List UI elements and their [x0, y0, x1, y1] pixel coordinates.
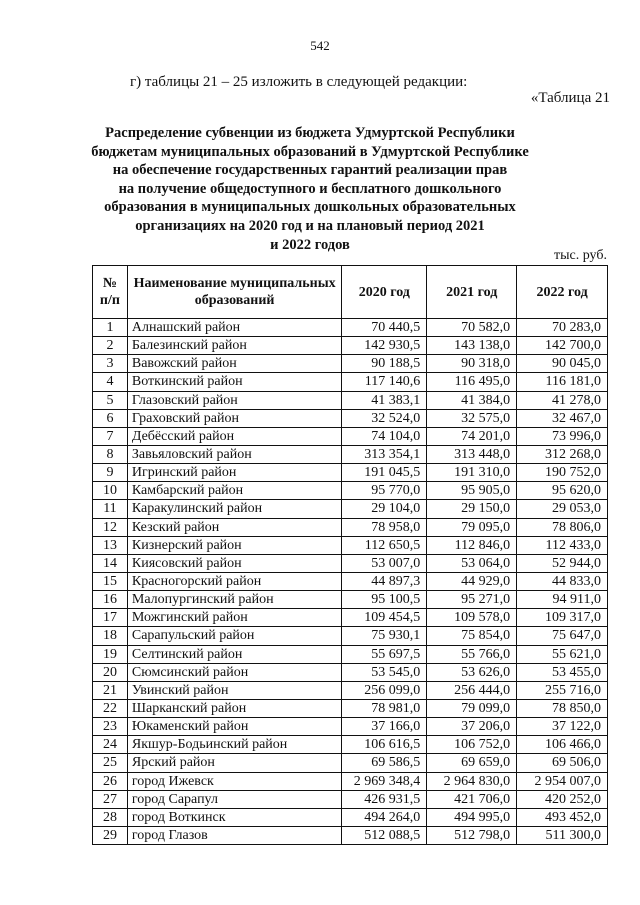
value-2020: 53 545,0: [342, 663, 427, 681]
value-2020: 90 188,5: [342, 355, 427, 373]
row-number: 27: [93, 790, 128, 808]
municipality-name: Шарканский район: [127, 699, 341, 717]
municipality-name: Дебёсский район: [127, 427, 341, 445]
municipality-name: Игринский район: [127, 464, 341, 482]
row-number: 5: [93, 391, 128, 409]
value-2022: 37 122,0: [517, 718, 608, 736]
header-2021: 2021 год: [427, 266, 517, 319]
value-2022: 52 944,0: [517, 554, 608, 572]
value-2021: 79 099,0: [427, 699, 517, 717]
municipality-name: Красногорский район: [127, 572, 341, 590]
value-2021: 53 064,0: [427, 554, 517, 572]
value-2020: 70 440,5: [342, 319, 427, 337]
value-2022: 69 506,0: [517, 754, 608, 772]
title-line: организациях на 2020 год и на плановый период 2021: [135, 217, 485, 234]
table-row: [93, 591, 608, 609]
value-2020: 426 931,5: [342, 790, 427, 808]
municipality-name: Сюмсинский район: [127, 663, 341, 681]
municipality-name: Кизнерский район: [127, 536, 341, 554]
table-row: [93, 645, 608, 663]
row-number: 16: [93, 591, 128, 609]
row-number: 10: [93, 482, 128, 500]
value-2020: 494 264,0: [342, 808, 427, 826]
row-number: 26: [93, 772, 128, 790]
municipality-name: Глазовский район: [127, 391, 341, 409]
row-number: 6: [93, 409, 128, 427]
table-row: [93, 754, 608, 772]
table-row: [93, 663, 608, 681]
value-2020: 78 958,0: [342, 518, 427, 536]
table-row: [93, 699, 608, 717]
table-row: [93, 391, 608, 409]
table-row: [93, 681, 608, 699]
value-2022: 109 317,0: [517, 609, 608, 627]
value-2020: 313 354,1: [342, 445, 427, 463]
intro-text: г) таблицы 21 – 25 изложить в следующей редакции:: [130, 74, 468, 90]
title-line: Распределение субвенции из бюджета Удмуртской Республики: [105, 125, 515, 141]
row-number: 2: [93, 337, 128, 355]
title-line: на обеспечение государственных гарантий реализации прав: [112, 162, 508, 179]
value-2021: 95 271,0: [427, 591, 517, 609]
value-2020: 78 981,0: [342, 699, 427, 717]
table-row: [93, 500, 608, 518]
value-2020: 74 104,0: [342, 427, 427, 445]
value-2020: 37 166,0: [342, 718, 427, 736]
value-2022: 190 752,0: [517, 464, 608, 482]
table-row: [93, 772, 608, 790]
row-number: 22: [93, 699, 128, 717]
value-2020: 32 524,0: [342, 409, 427, 427]
document-title: [90, 124, 530, 254]
value-2021: 494 995,0: [427, 808, 517, 826]
value-2022: 255 716,0: [517, 681, 608, 699]
municipality-name: Кезский район: [127, 518, 341, 536]
header-2022: 2022 год: [517, 266, 608, 319]
row-number: 19: [93, 645, 128, 663]
table-row: [93, 826, 608, 844]
row-number: 15: [93, 572, 128, 590]
table-row: [93, 627, 608, 645]
value-2022: 73 996,0: [517, 427, 608, 445]
municipality-name: Балезинский район: [127, 337, 341, 355]
value-2021: 32 575,0: [427, 409, 517, 427]
municipality-name: город Ижевск: [127, 772, 341, 790]
value-2022: 75 647,0: [517, 627, 608, 645]
value-2022: 70 283,0: [517, 319, 608, 337]
value-2022: 511 300,0: [517, 826, 608, 844]
title-line: на получение общедоступного и бесплатного дошкольного: [118, 180, 502, 197]
municipality-name: Каракулинский район: [127, 500, 341, 518]
row-number: 29: [93, 826, 128, 844]
row-number: 25: [93, 754, 128, 772]
municipality-name: Завьяловский район: [127, 445, 341, 463]
municipality-name: Увинский район: [127, 681, 341, 699]
value-2022: 493 452,0: [517, 808, 608, 826]
row-number: 7: [93, 427, 128, 445]
table-row: [93, 482, 608, 500]
value-2021: 191 310,0: [427, 464, 517, 482]
table-row: [93, 319, 608, 337]
header-num: № п/п: [93, 266, 128, 319]
value-2020: 95 770,0: [342, 482, 427, 500]
table-reference: «Таблица 21: [530, 90, 610, 106]
value-2020: 29 104,0: [342, 500, 427, 518]
municipality-name: Малопургинский район: [127, 591, 341, 609]
value-2020: 142 930,5: [342, 337, 427, 355]
municipality-name: Киясовский район: [127, 554, 341, 572]
table-row: [93, 337, 608, 355]
title-line: и 2022 годов: [270, 236, 350, 253]
value-2021: 90 318,0: [427, 355, 517, 373]
subvention-table: [92, 265, 608, 845]
value-2021: 2 964 830,0: [427, 772, 517, 790]
row-number: 24: [93, 736, 128, 754]
table-row: [93, 355, 608, 373]
value-2022: 78 850,0: [517, 699, 608, 717]
row-number: 17: [93, 609, 128, 627]
municipality-name: Сарапульский район: [127, 627, 341, 645]
value-2022: 94 911,0: [517, 591, 608, 609]
value-2022: 78 806,0: [517, 518, 608, 536]
value-2021: 53 626,0: [427, 663, 517, 681]
value-2022: 29 053,0: [517, 500, 608, 518]
table-row: [93, 609, 608, 627]
value-2020: 109 454,5: [342, 609, 427, 627]
value-2021: 70 582,0: [427, 319, 517, 337]
value-2020: 191 045,5: [342, 464, 427, 482]
value-2020: 512 088,5: [342, 826, 427, 844]
municipality-name: Камбарский район: [127, 482, 341, 500]
value-2020: 75 930,1: [342, 627, 427, 645]
row-number: 13: [93, 536, 128, 554]
value-2021: 37 206,0: [427, 718, 517, 736]
table-row: [93, 373, 608, 391]
value-2021: 75 854,0: [427, 627, 517, 645]
value-2022: 116 181,0: [517, 373, 608, 391]
value-2022: 90 045,0: [517, 355, 608, 373]
value-2020: 44 897,3: [342, 572, 427, 590]
table-row: [93, 464, 608, 482]
table-row: [93, 427, 608, 445]
table-header-row: [93, 266, 608, 319]
title-line: бюджетам муниципальных образований в Удмуртской Республике: [91, 143, 529, 160]
title-line: образования в муниципальных дошкольных образовательных: [104, 199, 516, 216]
municipality-name: Алнашский район: [127, 319, 341, 337]
row-number: 1: [93, 319, 128, 337]
value-2021: 106 752,0: [427, 736, 517, 754]
value-2020: 256 099,0: [342, 681, 427, 699]
municipality-name: город Сарапул: [127, 790, 341, 808]
row-number: 21: [93, 681, 128, 699]
municipality-name: Воткинский район: [127, 373, 341, 391]
value-2022: 2 954 007,0: [517, 772, 608, 790]
row-number: 28: [93, 808, 128, 826]
value-2022: 106 466,0: [517, 736, 608, 754]
table-row: [93, 445, 608, 463]
value-2020: 69 586,5: [342, 754, 427, 772]
page-number: 542: [310, 38, 330, 53]
value-2020: 2 969 348,4: [342, 772, 427, 790]
value-2022: 420 252,0: [517, 790, 608, 808]
value-2021: 95 905,0: [427, 482, 517, 500]
table-row: [93, 718, 608, 736]
table-row: [93, 536, 608, 554]
table-row: [93, 518, 608, 536]
municipality-name: Вавожский район: [127, 355, 341, 373]
municipality-name: Граховский район: [127, 409, 341, 427]
value-2021: 79 095,0: [427, 518, 517, 536]
municipality-name: Якшур-Бодьинский район: [127, 736, 341, 754]
value-2020: 117 140,6: [342, 373, 427, 391]
value-2020: 112 650,5: [342, 536, 427, 554]
row-number: 8: [93, 445, 128, 463]
row-number: 20: [93, 663, 128, 681]
value-2020: 53 007,0: [342, 554, 427, 572]
table-row: [93, 554, 608, 572]
value-2022: 44 833,0: [517, 572, 608, 590]
value-2022: 53 455,0: [517, 663, 608, 681]
value-2020: 55 697,5: [342, 645, 427, 663]
municipality-name: Можгинский район: [127, 609, 341, 627]
table-body: [93, 319, 608, 845]
table-row: [93, 409, 608, 427]
municipality-name: Селтинский район: [127, 645, 341, 663]
header-name: Наименование муниципальных образований: [127, 266, 341, 319]
value-2022: 142 700,0: [517, 337, 608, 355]
value-2021: 421 706,0: [427, 790, 517, 808]
municipality-name: город Воткинск: [127, 808, 341, 826]
municipality-name: Юкаменский район: [127, 718, 341, 736]
value-2021: 74 201,0: [427, 427, 517, 445]
value-2022: 41 278,0: [517, 391, 608, 409]
value-2022: 32 467,0: [517, 409, 608, 427]
value-2021: 112 846,0: [427, 536, 517, 554]
value-2021: 29 150,0: [427, 500, 517, 518]
municipality-name: Ярский район: [127, 754, 341, 772]
row-number: 18: [93, 627, 128, 645]
value-2022: 312 268,0: [517, 445, 608, 463]
row-number: 23: [93, 718, 128, 736]
table-row: [93, 808, 608, 826]
table-row: [93, 736, 608, 754]
unit-label: тыс. руб.: [554, 248, 607, 263]
value-2022: 95 620,0: [517, 482, 608, 500]
value-2021: 109 578,0: [427, 609, 517, 627]
table-row: [93, 790, 608, 808]
header-2020: 2020 год: [342, 266, 427, 319]
value-2021: 41 384,0: [427, 391, 517, 409]
value-2020: 106 616,5: [342, 736, 427, 754]
value-2021: 512 798,0: [427, 826, 517, 844]
value-2021: 44 929,0: [427, 572, 517, 590]
row-number: 14: [93, 554, 128, 572]
table-row: [93, 572, 608, 590]
row-number: 4: [93, 373, 128, 391]
row-number: 12: [93, 518, 128, 536]
value-2020: 41 383,1: [342, 391, 427, 409]
value-2021: 313 448,0: [427, 445, 517, 463]
row-number: 11: [93, 500, 128, 518]
municipality-name: город Глазов: [127, 826, 341, 844]
value-2021: 256 444,0: [427, 681, 517, 699]
value-2022: 55 621,0: [517, 645, 608, 663]
value-2021: 116 495,0: [427, 373, 517, 391]
row-number: 3: [93, 355, 128, 373]
row-number: 9: [93, 464, 128, 482]
value-2021: 143 138,0: [427, 337, 517, 355]
value-2022: 112 433,0: [517, 536, 608, 554]
value-2020: 95 100,5: [342, 591, 427, 609]
value-2021: 55 766,0: [427, 645, 517, 663]
value-2021: 69 659,0: [427, 754, 517, 772]
